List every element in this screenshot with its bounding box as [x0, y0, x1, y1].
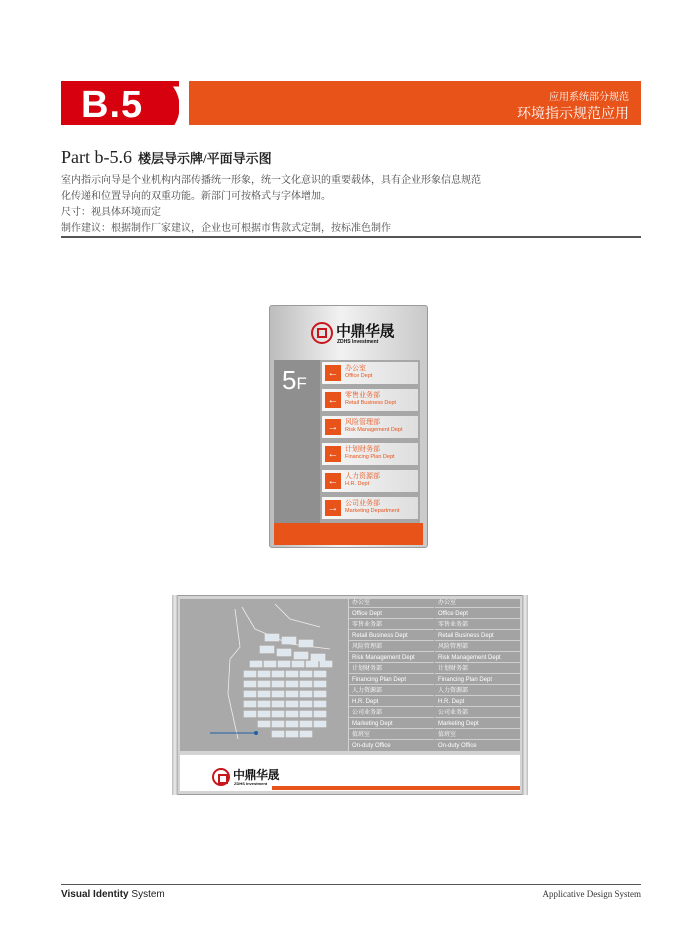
dept-en: Financing Plan Dept [345, 454, 395, 460]
header-bracket: ) [173, 79, 188, 128]
footer-rule [61, 884, 641, 885]
logo-en: ZDHS Investment [337, 339, 379, 345]
list-cell: 值班室 [435, 731, 520, 740]
sign-base-orange [274, 523, 423, 545]
header-orange-band [189, 81, 641, 125]
section-title [61, 147, 272, 168]
arrow-right-icon: → [325, 419, 341, 435]
list-cell: On-duty Office [352, 743, 391, 749]
part-name: 楼层导示牌/平面导示图 [138, 151, 272, 166]
arrow-left-icon: ← [325, 473, 341, 489]
list-cell: Risk Management Dept [435, 654, 520, 663]
dept-cn: 人力资源部 [345, 473, 380, 480]
list-cell: H.R. Dept [435, 698, 520, 707]
arrow-right-icon: → [325, 500, 341, 516]
dept-cn: 计划财务部 [345, 446, 380, 453]
body-line-1: 室内指示向导是个业机构内部传播统一形象，统一文化意识的重要载体，具有企业形象信息规范 [61, 175, 481, 186]
dept-cn: 风险管理部 [345, 419, 380, 426]
arrow-left-icon: ← [325, 392, 341, 408]
list-cell: Retail Business Dept [349, 632, 434, 641]
company-logo-small [212, 766, 282, 788]
dept-cn: 办公室 [345, 365, 366, 372]
list-cell: 办公室 [349, 599, 434, 608]
logo-cn: 中鼎华晟 [233, 768, 280, 782]
production-advice: 制作建议：根据制作厂家建议，企业也可根据市售款式定制，按标准色制作 [61, 223, 391, 234]
dept-row [322, 389, 418, 411]
list-cell: Office Dept [435, 610, 520, 619]
you-are-here-marker [254, 731, 258, 735]
dept-en: Risk Management Dept [345, 427, 403, 433]
footer-left [61, 889, 165, 900]
list-cell: 人力资源部 [349, 687, 434, 696]
floor-plan-map [180, 599, 348, 751]
list-cell: Financing Plan Dept [349, 676, 434, 685]
floor-number [282, 365, 307, 396]
logo-emblem-icon [212, 768, 230, 786]
footer-orange-stripe [272, 786, 520, 790]
list-cell: Marketing Dept [435, 720, 520, 729]
header-title: 环境指示规范应用 [517, 105, 629, 121]
list-cell: 风险管理部 [435, 643, 520, 652]
list-cell: 计划财务部 [435, 665, 520, 674]
floor-plan-drawing [180, 599, 348, 751]
list-cell: 零售业务部 [435, 621, 520, 630]
logo-emblem-icon [311, 322, 333, 344]
dept-en: Retail Business Dept [345, 400, 397, 406]
dept-en: H.R. Dept [345, 481, 370, 487]
footer-right: Applicative Design System [542, 889, 641, 899]
dept-row [322, 416, 418, 438]
logo-cn: 中鼎华晟 [336, 323, 395, 340]
floor-digit: 5 [282, 365, 297, 395]
list-cell: Retail Business Dept [435, 632, 520, 641]
left-post [172, 595, 178, 795]
dept-en: Office Dept [345, 373, 373, 379]
arrow-left-icon: ← [325, 446, 341, 462]
section-code: B.5 [81, 84, 144, 126]
list-cell: 风险管理部 [349, 643, 434, 652]
part-number: Part b-5.6 [61, 147, 132, 167]
right-post [522, 595, 528, 795]
list-cell: Office Dept [349, 610, 434, 619]
dept-en: Marketing Department [345, 508, 400, 514]
floor-directory-sign [269, 305, 428, 548]
dept-cn: 零售业务部 [345, 392, 380, 399]
dept-row [322, 470, 418, 492]
arrow-left-icon: ← [325, 365, 341, 381]
list-cell: 办公室 [435, 599, 520, 608]
page-header [61, 79, 641, 128]
list-cell: 计划财务部 [349, 665, 434, 674]
list-cell: 零售业务部 [349, 621, 434, 630]
body-line-2: 化传递和位置导向的双重功能。新部门可按格式与字体增加。 [61, 191, 331, 202]
list-cell: Financing Plan Dept [435, 676, 520, 685]
floor-suffix: F [296, 374, 307, 393]
list-cell: 公司业务部 [349, 709, 434, 718]
footer-left-bold: Visual Identity [61, 889, 129, 900]
company-logo [311, 320, 396, 350]
list-cell: Risk Management Dept [349, 654, 434, 663]
logo-en: ZDHS Investment [234, 781, 268, 786]
divider-rule [61, 236, 641, 238]
list-cell: On-duty Office [438, 743, 477, 749]
dept-cn: 公司业务部 [345, 500, 380, 507]
dept-row [322, 443, 418, 465]
footer-left-rest: System [128, 889, 165, 900]
size-note: 尺寸：视具体环境而定 [61, 207, 161, 218]
floor-plan-sign [172, 595, 528, 795]
list-cell: 公司业务部 [435, 709, 520, 718]
dept-index-list [349, 599, 520, 751]
list-cell: Marketing Dept [349, 720, 434, 729]
list-cell: H.R. Dept [349, 698, 434, 707]
dept-row [322, 362, 418, 384]
header-subtitle: 应用系统部分规范 [549, 92, 629, 103]
list-cell: 值班室 [349, 731, 434, 740]
list-cell: 人力资源部 [435, 687, 520, 696]
dept-row [322, 497, 418, 519]
